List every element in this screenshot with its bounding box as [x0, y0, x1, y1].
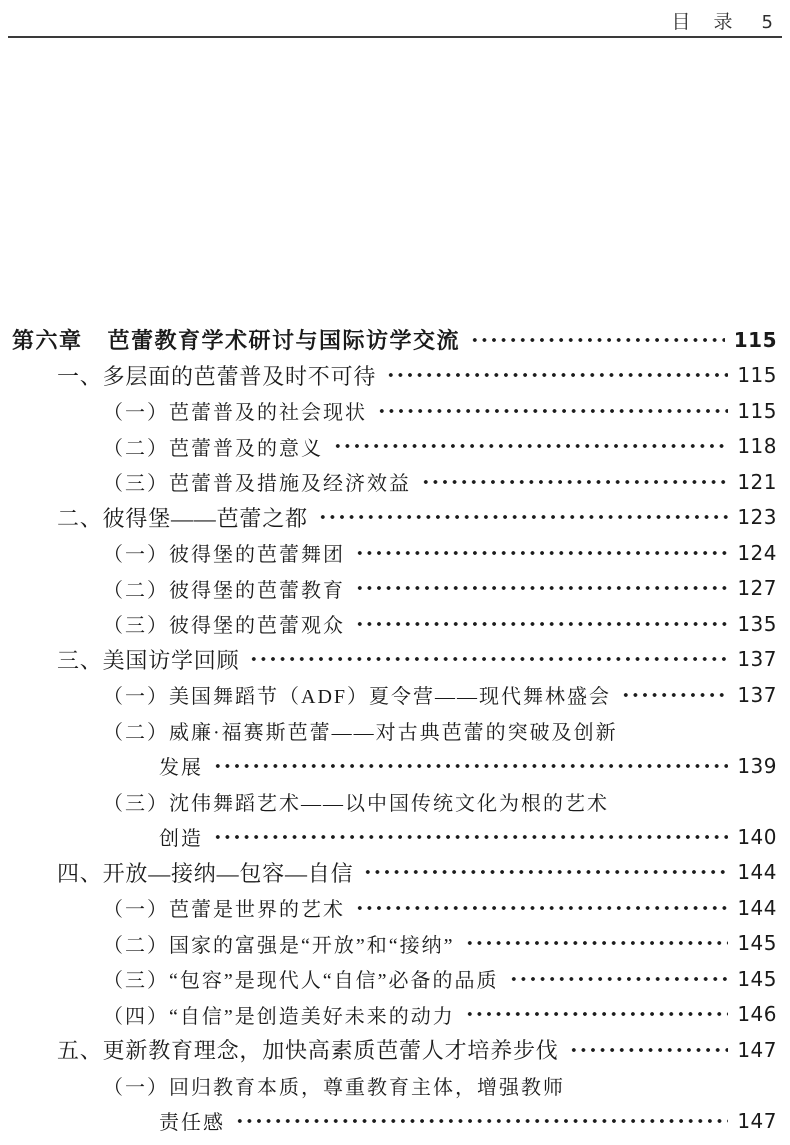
toc-page-number: 144	[737, 860, 777, 885]
toc-entry-title: （一）芭蕾普及的社会现状	[103, 402, 367, 425]
toc-entry-title: 一、多层面的芭蕾普及时不可待	[57, 363, 377, 389]
toc-entry	[0, 997, 790, 1033]
dot-leader	[355, 905, 728, 911]
chapter-title: 芭蕾教育学术研讨与国际访学交流	[107, 329, 461, 355]
toc-entry	[0, 535, 790, 571]
toc-entry-title: 三、美国访学回顾	[57, 647, 240, 673]
toc-entry	[0, 606, 790, 642]
toc-entry-title: （二）威廉·福赛斯芭蕾——对古典芭蕾的突破及创新	[103, 721, 618, 744]
dot-leader	[421, 479, 728, 485]
toc-entry	[0, 393, 790, 429]
dot-leader	[355, 585, 728, 591]
toc-entry-title: （四）“自信”是创造美好未来的动力	[103, 1005, 455, 1028]
toc-page-number: 115	[733, 327, 777, 352]
toc-page-number: 145	[737, 931, 777, 956]
toc-entry	[0, 1032, 790, 1068]
toc-entry	[0, 464, 790, 500]
toc-entry-continuation	[0, 748, 790, 784]
dot-leader	[355, 550, 728, 556]
toc-entry	[0, 500, 790, 536]
toc-entry-continuation	[0, 1103, 790, 1139]
toc-entry	[0, 926, 790, 962]
toc-page-number: 135	[737, 611, 777, 636]
toc-page-number: 146	[737, 1002, 777, 1027]
dot-leader	[213, 834, 728, 840]
toc-page-number: 140	[737, 824, 777, 849]
toc-entry-title: （一）彼得堡的芭蕾舞团	[103, 544, 345, 567]
toc-page-number: 144	[737, 895, 777, 920]
dot-leader	[569, 1047, 728, 1053]
toc-entry	[0, 784, 790, 820]
toc-page-number: 127	[737, 576, 777, 601]
toc-page-number: 139	[737, 753, 777, 778]
toc-entry	[0, 571, 790, 607]
toc-entry	[0, 642, 790, 678]
running-head-title: 目 录	[671, 12, 735, 33]
chapter-label: 第六章	[12, 329, 83, 355]
toc-entry-title: 四、开放—接纳—包容—自信	[57, 860, 354, 886]
toc-entry	[0, 677, 790, 713]
toc-entry-continuation	[0, 819, 790, 855]
toc-entry-title: 五、更新教育理念，加快高素质芭蕾人才培养步伐	[57, 1038, 559, 1064]
running-head-page-number: 5	[761, 12, 773, 33]
toc-entry-title: （二）彼得堡的芭蕾教育	[103, 579, 345, 602]
toc-page-number: 121	[737, 469, 777, 494]
toc-entry-title: （二）芭蕾普及的意义	[103, 437, 323, 460]
toc-entry	[0, 961, 790, 997]
toc-entry-title: 发展	[159, 757, 203, 780]
toc-entry-title: （三）“包容”是现代人“自信”必备的品质	[103, 970, 499, 993]
toc-page-number: 115	[737, 363, 777, 388]
dot-leader	[377, 408, 728, 414]
running-head	[672, 7, 773, 34]
dot-leader	[465, 1011, 728, 1017]
toc-page-number: 147	[737, 1037, 777, 1062]
dot-leader	[213, 763, 728, 769]
toc-page-number: 147	[737, 1108, 777, 1133]
toc-entry-title: （一）芭蕾是世界的艺术	[103, 899, 345, 922]
dot-leader	[355, 621, 728, 627]
toc-entry-title: （一）回归教育本质，尊重教育主体，增强教师	[103, 1076, 565, 1099]
dot-leader	[621, 692, 728, 698]
toc-entry-title: 二、彼得堡——芭蕾之都	[57, 505, 308, 531]
header-rule	[8, 36, 782, 38]
toc-page-number: 115	[737, 398, 777, 423]
toc-entry-title: （三）彼得堡的芭蕾观众	[103, 615, 345, 638]
toc-entry	[0, 358, 790, 394]
dot-leader	[465, 940, 728, 946]
table-of-contents	[0, 322, 790, 1139]
toc-entry	[0, 890, 790, 926]
toc-entry-title: （三）沈伟舞蹈艺术——以中国传统文化为根的艺术	[103, 792, 609, 815]
toc-page-number: 137	[737, 682, 777, 707]
toc-page-number: 124	[737, 540, 777, 565]
toc-entry-title: 创造	[159, 828, 203, 851]
toc-page-number: 123	[737, 505, 777, 530]
toc-entry	[0, 855, 790, 891]
dot-leader	[235, 1118, 728, 1124]
dot-leader	[470, 337, 725, 343]
dot-leader	[318, 514, 728, 520]
toc-page-number: 137	[737, 647, 777, 672]
toc-entry-title: （一）美国舞蹈节（ADF）夏令营——现代舞林盛会	[103, 686, 612, 709]
toc-entry-title: （二）国家的富强是“开放”和“接纳”	[103, 934, 455, 957]
toc-entry	[0, 429, 790, 465]
toc-entry	[0, 713, 790, 749]
toc-entry	[0, 1068, 790, 1104]
toc-entry-title: 责任感	[159, 1112, 225, 1135]
dot-leader	[509, 976, 728, 982]
toc-entry-title: （三）芭蕾普及措施及经济效益	[103, 473, 411, 496]
dot-leader	[249, 656, 728, 662]
toc-entry-chapter	[0, 322, 790, 358]
dot-leader	[386, 372, 728, 378]
dot-leader	[363, 869, 728, 875]
toc-page-number: 145	[737, 966, 777, 991]
toc-page-number: 118	[737, 434, 777, 459]
dot-leader	[333, 443, 728, 449]
